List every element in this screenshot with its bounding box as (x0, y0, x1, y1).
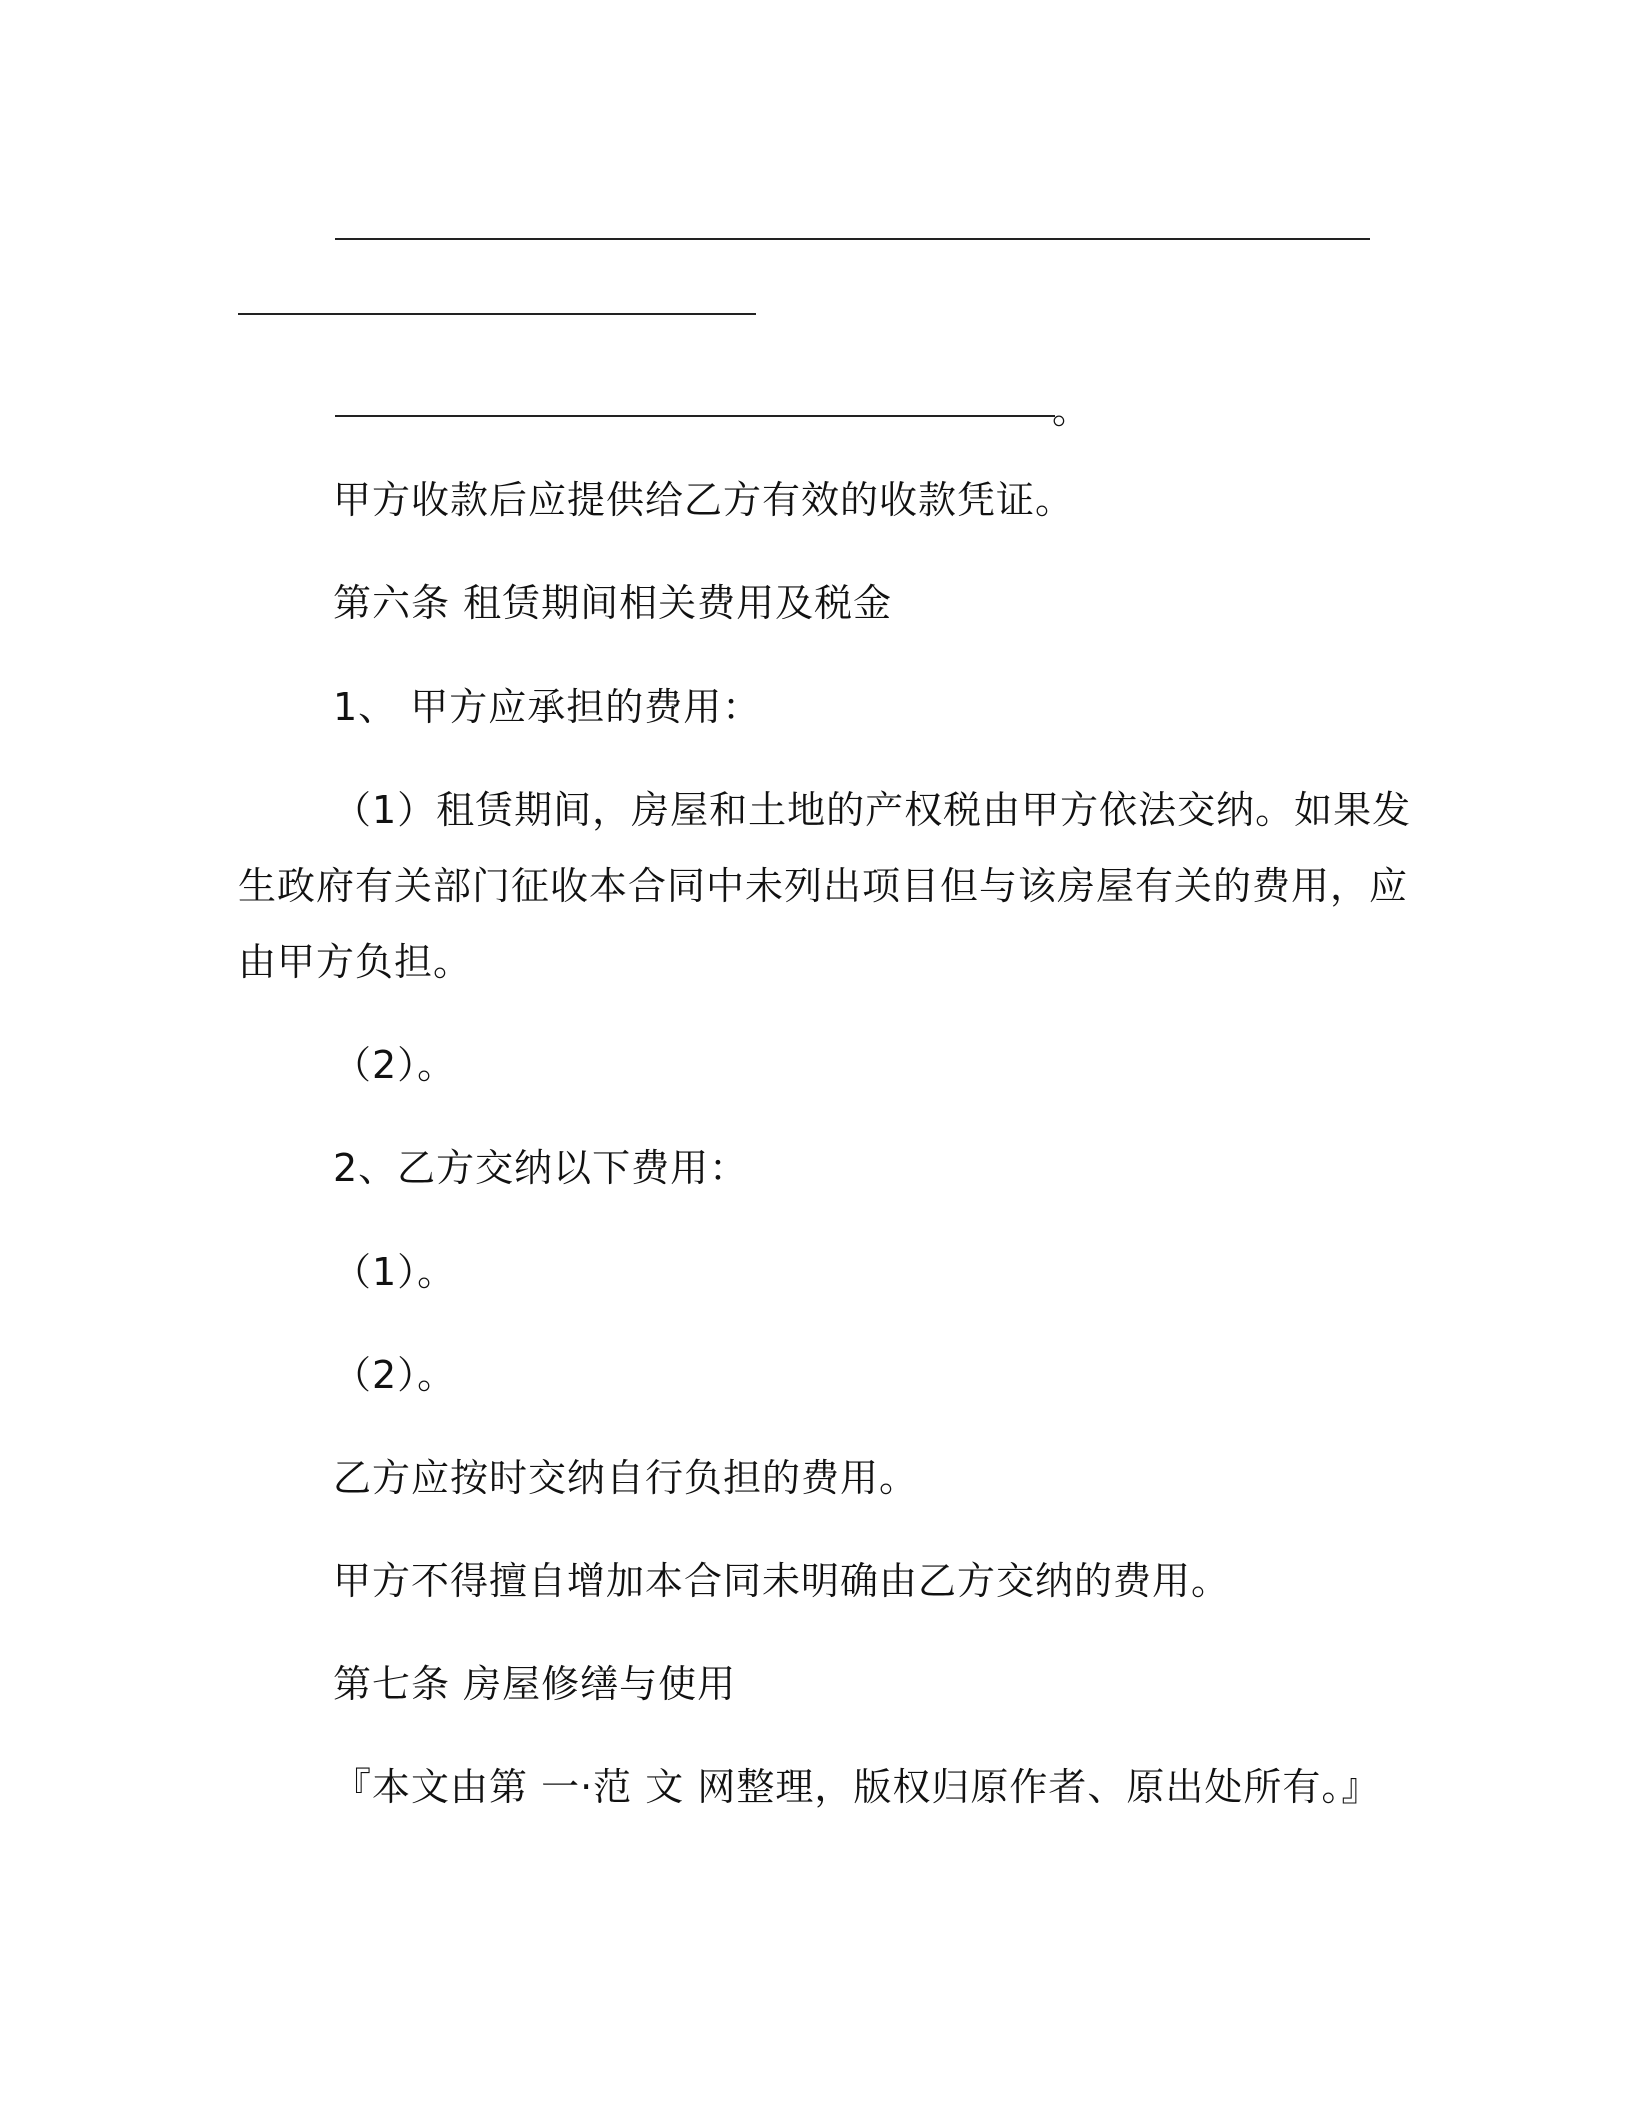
blank-line-end-mark: 。 (1052, 388, 1091, 432)
item-1-1-line-1: （1）租赁期间，房屋和土地的产权税由甲方依法交纳。如果发 (333, 788, 1412, 832)
item-1-title: 1、 甲方应承担的费用： (333, 685, 762, 729)
blank-line-3 (335, 415, 1055, 417)
para-pay-on-time: 乙方应按时交纳自行负担的费用。 (333, 1456, 919, 1500)
item-2-1: （1）。 (333, 1250, 457, 1294)
item-2-title: 2、乙方交纳以下费用： (333, 1146, 749, 1190)
para-receipt: 甲方收款后应提供给乙方有效的收款凭证。 (333, 478, 1075, 522)
article-6-title: 第六条 租赁期间相关费用及税金 (333, 581, 893, 625)
item-1-1-line-2: 生政府有关部门征收本合同中未列出项目但与该房屋有关的费用，应 (238, 864, 1409, 908)
source-watermark-note: 『本文由第 一·范 文 网整理，版权归原作者、原出处所有。』 (333, 1765, 1381, 1809)
item-2-2: （2）。 (333, 1353, 457, 1397)
item-1-2: （2）。 (333, 1043, 457, 1087)
blank-line-1 (335, 238, 1370, 240)
para-no-extra-fees: 甲方不得擅自增加本合同未明确由乙方交纳的费用。 (333, 1559, 1231, 1603)
article-7-title: 第七条 房屋修缮与使用 (333, 1662, 737, 1706)
blank-line-2 (238, 313, 756, 315)
item-1-1-line-3: 由甲方负担。 (238, 940, 473, 984)
